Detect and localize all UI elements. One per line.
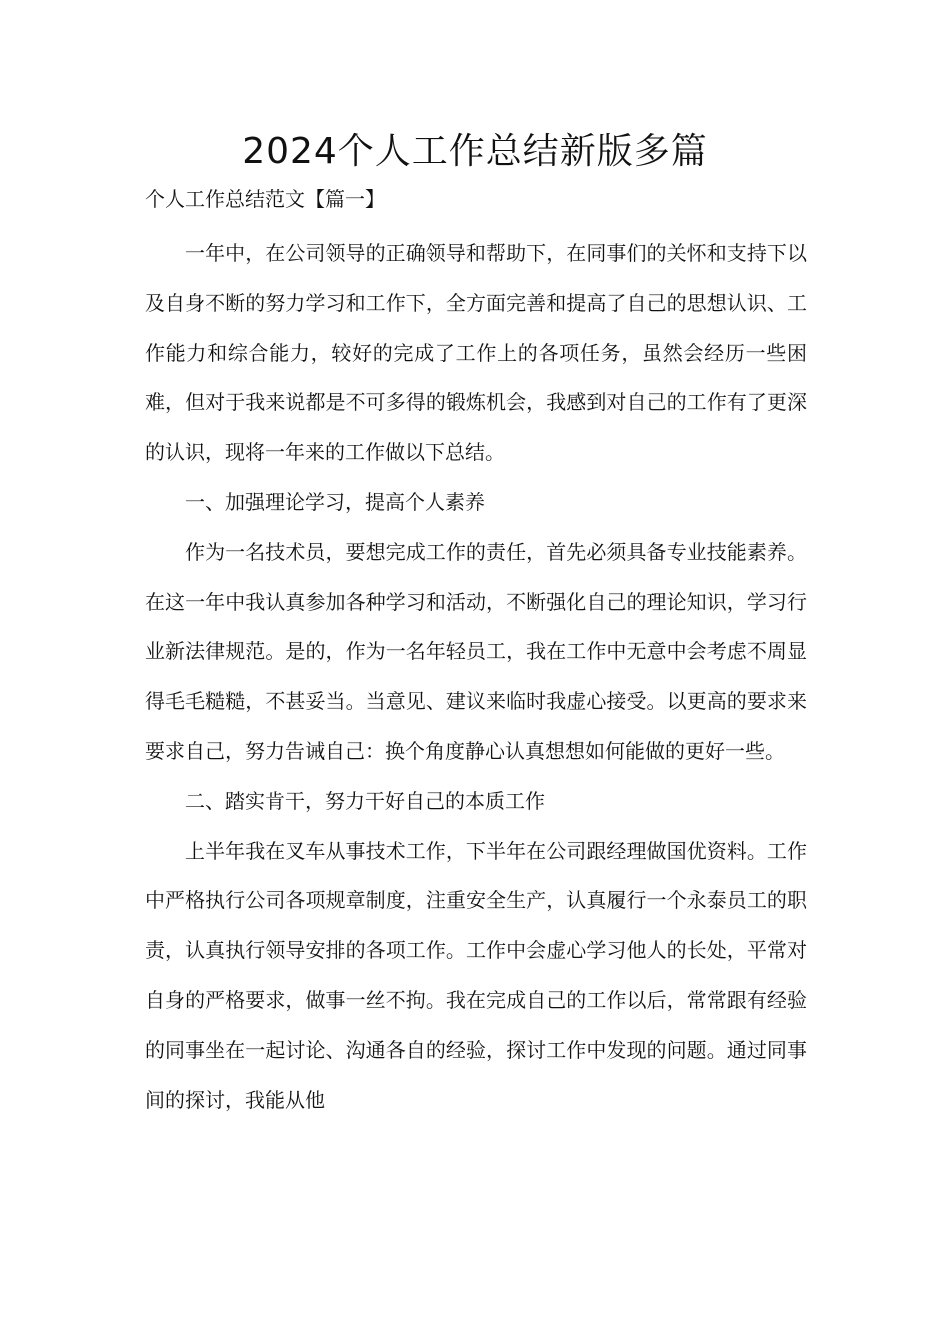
subheading: 一、加强理论学习，提高个人素养	[185, 489, 485, 514]
body-paragraph: 作为一名技术员，要想完成工作的责任，首先必须具备专业技能素养。在这一年中我认真参加各种学习和活动，不断强化自己的理论知识，学习行业新法律规范。是的，作为一名年轻员工，我在工作中无意中会考虑不周显得毛毛糙糙，不甚妥当。当意见、建议来临时我虚心接受。以更高的要求来要求自己，努力告诫自己：换个角度静心认真想想如何能做的更好一些。	[145, 539, 807, 763]
body-paragraph: 上半年我在叉车从事技术工作，下半年在公司跟经理做国优资料。工作中严格执行公司各项规章制度，注重安全生产，认真履行一个永泰员工的职责，认真执行领导安排的各项工作。工作中会虚心学习他人的长处，平常对自身的严格要求，做事一丝不拘。我在完成自己的工作以后，常常跟有经验的同事坐在一起讨论、沟通各自的经验，探讨工作中发现的问题。通过同事间的探讨，我能从他	[145, 838, 807, 1112]
document-body	[145, 229, 807, 1125]
section-heading: 个人工作总结范文【篇一】	[145, 187, 385, 211]
document-title: 2024个人工作总结新版多篇	[242, 131, 708, 172]
body-paragraph: 一年中，在公司领导的正确领导和帮助下，在同事们的关怀和支持下以及自身不断的努力学习和工作下，全方面完善和提高了自己的思想认识、工作能力和综合能力，较好的完成了工作上的各项任务，虽然会经历一些困难，但对于我来说都是不可多得的锻炼机会，我感到对自己的工作有了更深的认识，现将一年来的工作做以下总结。	[145, 241, 807, 465]
subheading: 二、踏实肯干，努力干好自己的本质工作	[185, 788, 545, 813]
